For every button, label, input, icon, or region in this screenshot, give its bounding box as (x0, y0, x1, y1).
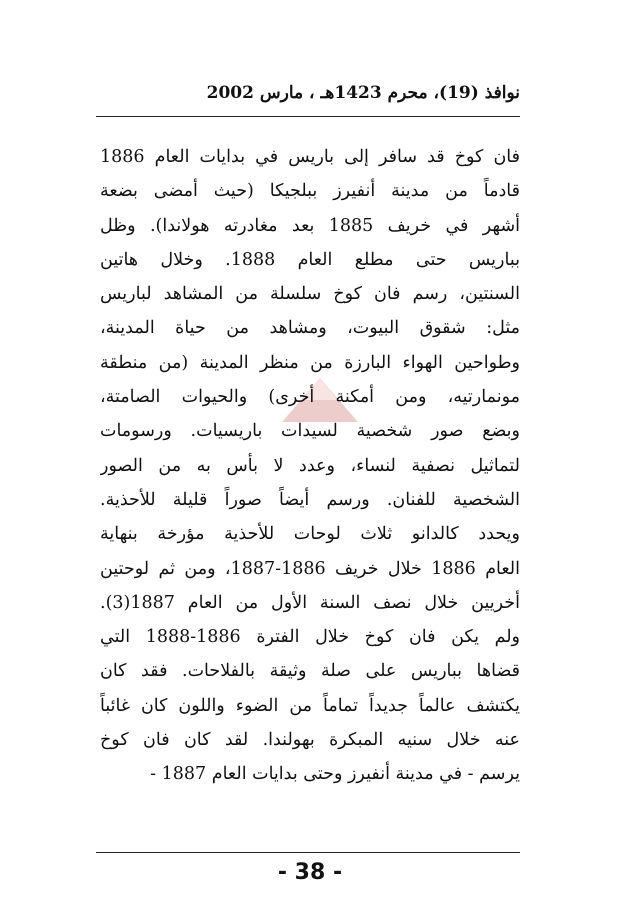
text-line: قضاها بباريس على صلة وثيقة بالفلاحات. فقد كان (100, 661, 520, 682)
text-line: أخريين خلال نصف السنة الأول من العام 1887(3). (100, 592, 520, 613)
footer-rule (96, 852, 520, 853)
text-line: يرسم - في مدينة أنفيرز وحتى بدايات العام 1887 - (150, 764, 520, 785)
text-line: مونمارتيه، ومن أمكنة أخرى) والحيوات الصامتة، (100, 387, 520, 408)
page-number: - 38 - (277, 860, 343, 885)
text-line: بباريس حتى مطلع العام 1888. وخلال هاتين (100, 249, 520, 270)
text-line: وبضع صور شخصية لسيدات باريسيات. ورسومات (100, 421, 520, 442)
text-line: السنتين، رسم فان كوخ سلسلة من المشاهد لباريس (100, 284, 520, 305)
text-line: قادماً من مدينة أنفيرز ببلجيكا (حيث أمضى بضعة (100, 181, 520, 202)
article-body (100, 140, 520, 792)
text-line: ويحدد كالدانو ثلاث لوحات للأحذية مؤرخة بنهاية (100, 524, 520, 545)
text-line: الشخصية للفنان. ورسم أيضاً صوراً قليلة للأحذية. (100, 489, 520, 510)
text-line: مثل: شقوق البيوت، ومشاهد من حياة المدينة، (100, 318, 520, 339)
text-line: عنه خلال سنيه المبكرة بهولندا. لقد كان فان كوخ (100, 730, 520, 751)
running-header: نوافذ (19)، محرم 1423هـ ، مارس 2002 (206, 83, 520, 103)
text-line: ولم يكن فان كوخ خلال الفترة 1886-1888 التي (100, 627, 520, 648)
text-line: العام 1886 خلال خريف 1886-1887، ومن ثم لوحتين (100, 558, 520, 579)
text-line: وطواحين الهواء البارزة من منظر المدينة (من منطقة (100, 352, 520, 373)
text-line: يكتشف عالماً جديداً تماماً من الضوء واللون كان غائباً (100, 695, 520, 716)
text-line: لتماثيل نصفية لنساء، وعدد لا بأس به من الصور (100, 455, 520, 476)
text-line: أشهر في خريف 1885 بعد مغادرته هولاندا). وظل (100, 215, 520, 236)
header-rule (96, 116, 520, 117)
text-line: فان كوخ قد سافر إلى باريس في بدايات العام 1886 (100, 147, 520, 167)
